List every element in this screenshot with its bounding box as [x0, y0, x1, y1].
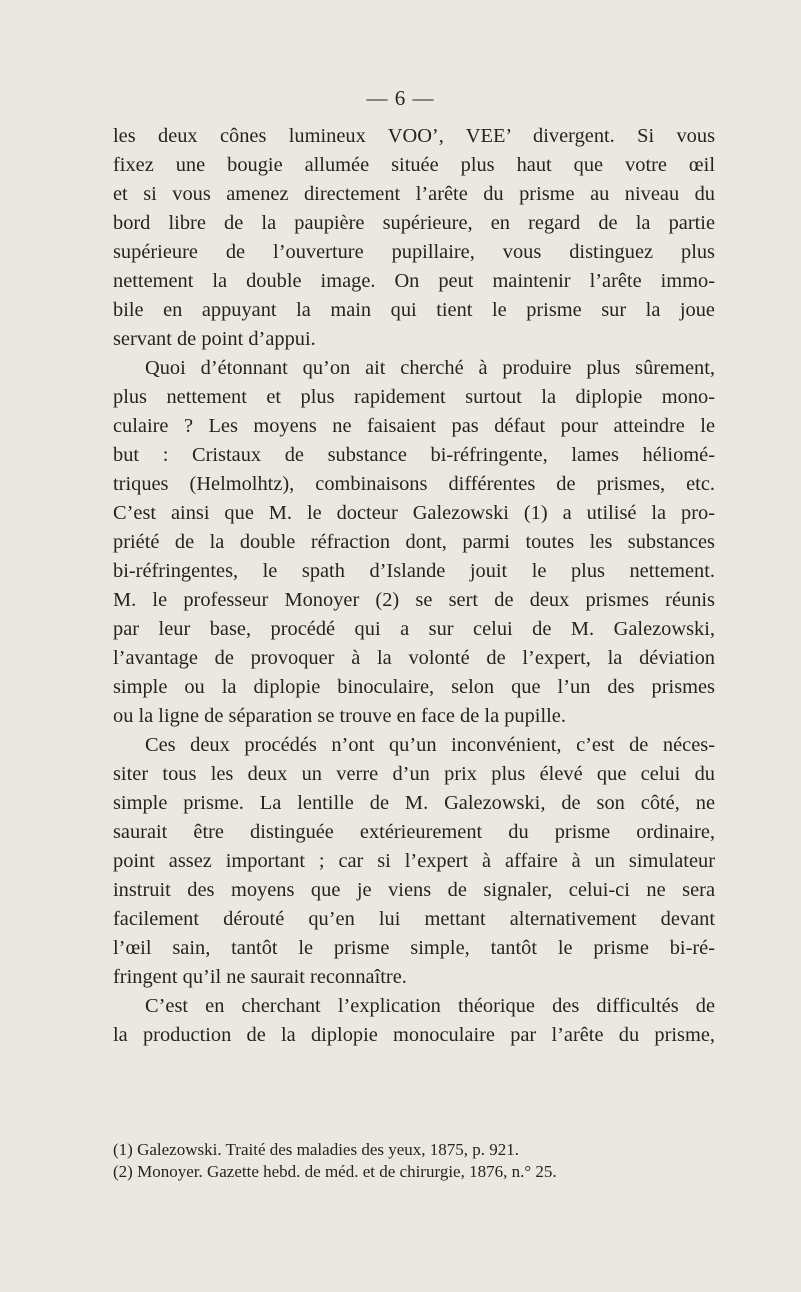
text-line: l’œil sain, tantôt le prisme simple, tantôt le prisme bi-ré-	[113, 937, 715, 959]
footnotes	[113, 1139, 715, 1183]
body-text	[113, 122, 715, 1050]
text-line: siter tous les deux un verre d’un prix plus élevé que celui du	[113, 763, 715, 785]
text-line: par leur base, procédé qui a sur celui de M. Galezowski,	[113, 618, 715, 640]
text-line: supérieure de l’ouverture pupillaire, vous distinguez plus	[113, 241, 715, 263]
footnote: (2) Monoyer. Gazette hebd. de méd. et de chirurgie, 1876, n.° 25.	[113, 1162, 557, 1181]
text-line: M. le professeur Monoyer (2) se sert de deux prismes réunis	[113, 589, 715, 611]
text-line: simple ou la diplopie binoculaire, selon que l’un des prismes	[113, 676, 715, 698]
text-line: les deux cônes lumineux VOO’, VEE’ divergent. Si vous	[113, 125, 715, 147]
text-line: plus nettement et plus rapidement surtout la diplopie mono-	[113, 386, 715, 408]
text-line: facilement dérouté qu’en lui mettant alternativement devant	[113, 908, 715, 930]
text-line: ou la ligne de séparation se trouve en face de la pupille.	[113, 705, 566, 727]
text-line: culaire ? Les moyens ne faisaient pas défaut pour atteindre le	[113, 415, 715, 437]
text-line: servant de point d’appui.	[113, 328, 316, 350]
text-line: fixez une bougie allumée située plus haut que votre œil	[113, 154, 715, 176]
text-line: simple prisme. La lentille de M. Galezowski, de son côté, ne	[113, 792, 715, 814]
text-line: Ces deux procédés n’ont qu’un inconvénient, c’est de néces-	[145, 734, 715, 756]
footnote: (1) Galezowski. Traité des maladies des yeux, 1875, p. 921.	[113, 1140, 520, 1159]
text-line: et si vous amenez directement l’arête du prisme au niveau du	[113, 183, 715, 205]
text-line: point assez important ; car si l’expert à affaire à un simulateur	[113, 850, 715, 872]
text-line: fringent qu’il ne saurait reconnaître.	[113, 966, 407, 988]
text-line: instruit des moyens que je viens de signaler, celui-ci ne sera	[113, 879, 715, 901]
text-line: triques (Helmolhtz), combinaisons différentes de prismes, etc.	[113, 473, 715, 495]
text-line: C’est en cherchant l’explication théorique des difficultés de	[145, 995, 715, 1017]
text-line: priété de la double réfraction dont, parmi toutes les substances	[113, 531, 715, 553]
text-line: la production de la diplopie monoculaire par l’arête du prisme,	[113, 1024, 715, 1046]
text-line: nettement la double image. On peut maintenir l’arête immo-	[113, 270, 715, 292]
text-line: bord libre de la paupière supérieure, en regard de la partie	[113, 212, 715, 234]
text-line: bile en appuyant la main qui tient le prisme sur la joue	[113, 299, 715, 321]
text-line: Quoi d’étonnant qu’on ait cherché à produire plus sûrement,	[145, 357, 715, 379]
text-line: C’est ainsi que M. le docteur Galezowski (1) a utilisé la pro-	[113, 502, 715, 524]
text-line: l’avantage de provoquer à la volonté de l’expert, la déviation	[113, 647, 715, 669]
text-line: bi-réfringentes, le spath d’Islande jouit le plus nettement.	[113, 560, 715, 582]
page-number: — 6 —	[366, 86, 435, 110]
text-line: saurait être distinguée extérieurement du prisme ordinaire,	[113, 821, 715, 843]
text-line: but : Cristaux de substance bi-réfringente, lames héliomé-	[113, 444, 715, 466]
